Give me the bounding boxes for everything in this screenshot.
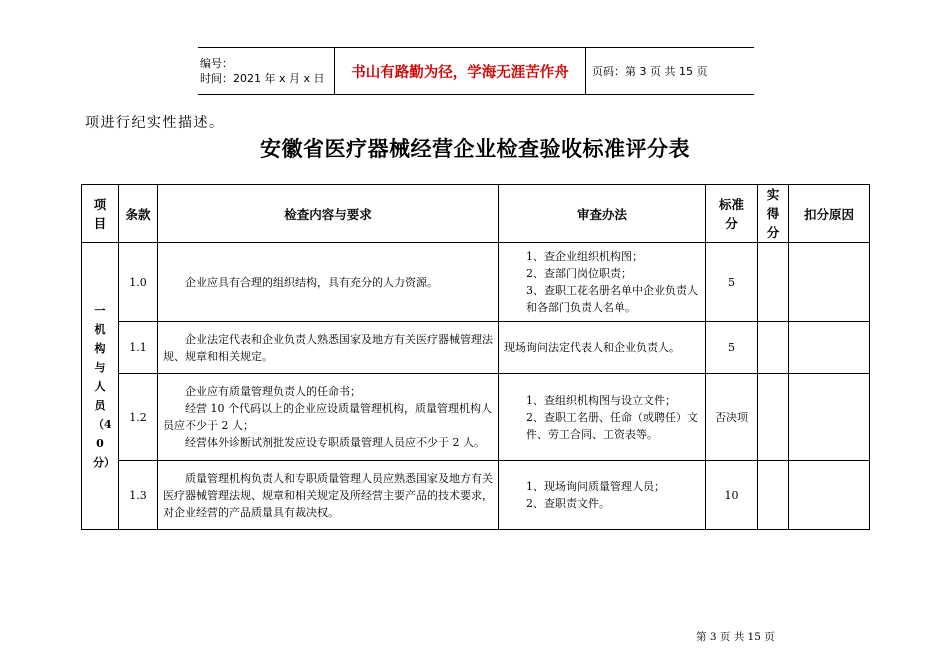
col-header-content: 检查内容与要求 — [158, 185, 499, 243]
method-line: 2、查部门岗位职责； — [526, 267, 632, 280]
clause-number: 1.2 — [119, 374, 158, 461]
col-header-item: 项目 — [82, 185, 119, 243]
standard-score: 5 — [706, 243, 758, 322]
header-motto: 书山有路勤为径，学海无涯苦作舟 — [335, 48, 586, 95]
method-line: 1、现场询问质量管理人员； — [526, 480, 665, 493]
intro-text: 项进行纪实性描述。 — [85, 115, 225, 131]
page-header — [198, 47, 754, 95]
clause-number: 1.3 — [119, 461, 158, 530]
requirement-text — [158, 322, 499, 374]
page-title: 安徽省医疗器械经营企业检查验收标准评分表 — [260, 136, 690, 161]
review-method-text — [499, 461, 706, 530]
clause-number: 1.1 — [119, 322, 158, 374]
deduction-reason — [789, 461, 870, 530]
page-footer: 第 3 页 共 15 页 — [696, 631, 775, 643]
col-header-deduction-reason: 扣分原因 — [789, 185, 870, 243]
deduction-reason — [789, 243, 870, 322]
actual-score — [758, 322, 789, 374]
score-table — [81, 184, 870, 530]
requirement-line: 经营体外诊断试剂批发应设专职质量管理人员应不少于 2 人。 — [185, 436, 485, 449]
document-time-label: 时间：2021 年 x 月 x 日 — [200, 72, 325, 85]
requirement-line: 企业应有质量管理负责人的任命书； — [185, 385, 361, 398]
standard-score: 10 — [706, 461, 758, 530]
table-row — [82, 243, 870, 322]
requirement-line: 企业法定代表和企业负责人熟悉国家及地方有关医疗器械管理法规、规章和相关规定。 — [163, 332, 493, 363]
method-line: 1、查企业组织机构图； — [526, 250, 643, 263]
standard-score: 5 — [706, 322, 758, 374]
deduction-reason — [789, 374, 870, 461]
col-header-method: 审查办法 — [499, 185, 706, 243]
requirement-text — [158, 243, 499, 322]
header-page-number: 页码：第 3 页 共 15 页 — [586, 48, 755, 95]
requirement-line: 质量管理机构负责人和专职质量管理人员应熟悉国家及地方有关医疗器械管理法规、规章和相关规定及所经营主要产品的技术要求，对企业经营的产品质量具有裁决权。 — [163, 471, 493, 519]
actual-score — [758, 243, 789, 322]
method-line: 3、查职工花名册名单中企业负责人和各部门负责人名单。 — [526, 284, 698, 314]
method-line: 1、查组织机构图与设立文件； — [526, 393, 676, 407]
col-header-standard-score: 标准分 — [706, 185, 758, 243]
section-label: 一机构与人员（40分） — [82, 243, 119, 530]
actual-score — [758, 374, 789, 461]
requirement-text — [158, 374, 499, 461]
actual-score — [758, 461, 789, 530]
clause-number: 1.0 — [119, 243, 158, 322]
review-method-text — [499, 374, 706, 461]
col-header-clause: 条款 — [119, 185, 158, 243]
table-row — [82, 374, 870, 461]
deduction-reason — [789, 322, 870, 374]
table-row — [82, 461, 870, 530]
method-line: 2、查职责文件。 — [526, 497, 610, 510]
requirement-line: 企业应具有合理的组织结构，具有充分的人力资源。 — [185, 275, 438, 289]
table-row — [82, 322, 870, 374]
requirement-text — [158, 461, 499, 530]
col-header-actual-score: 实得分 — [758, 185, 789, 243]
review-method-text — [499, 243, 706, 322]
review-method-text — [499, 322, 706, 374]
document-number-label: 编号： — [200, 57, 233, 70]
method-line: 2、查职工名册、任命（或聘任）文件、劳工合同、工资表等。 — [526, 410, 698, 441]
standard-score: 否决项 — [706, 374, 758, 461]
table-header-row — [82, 185, 870, 243]
method-line: 现场询问法定代表人和企业负责人。 — [504, 341, 680, 354]
requirement-line: 经营 10 个代码以上的企业应设质量管理机构，质量管理机构人员应不少于 2 人； — [163, 402, 492, 432]
header-meta — [198, 48, 335, 95]
